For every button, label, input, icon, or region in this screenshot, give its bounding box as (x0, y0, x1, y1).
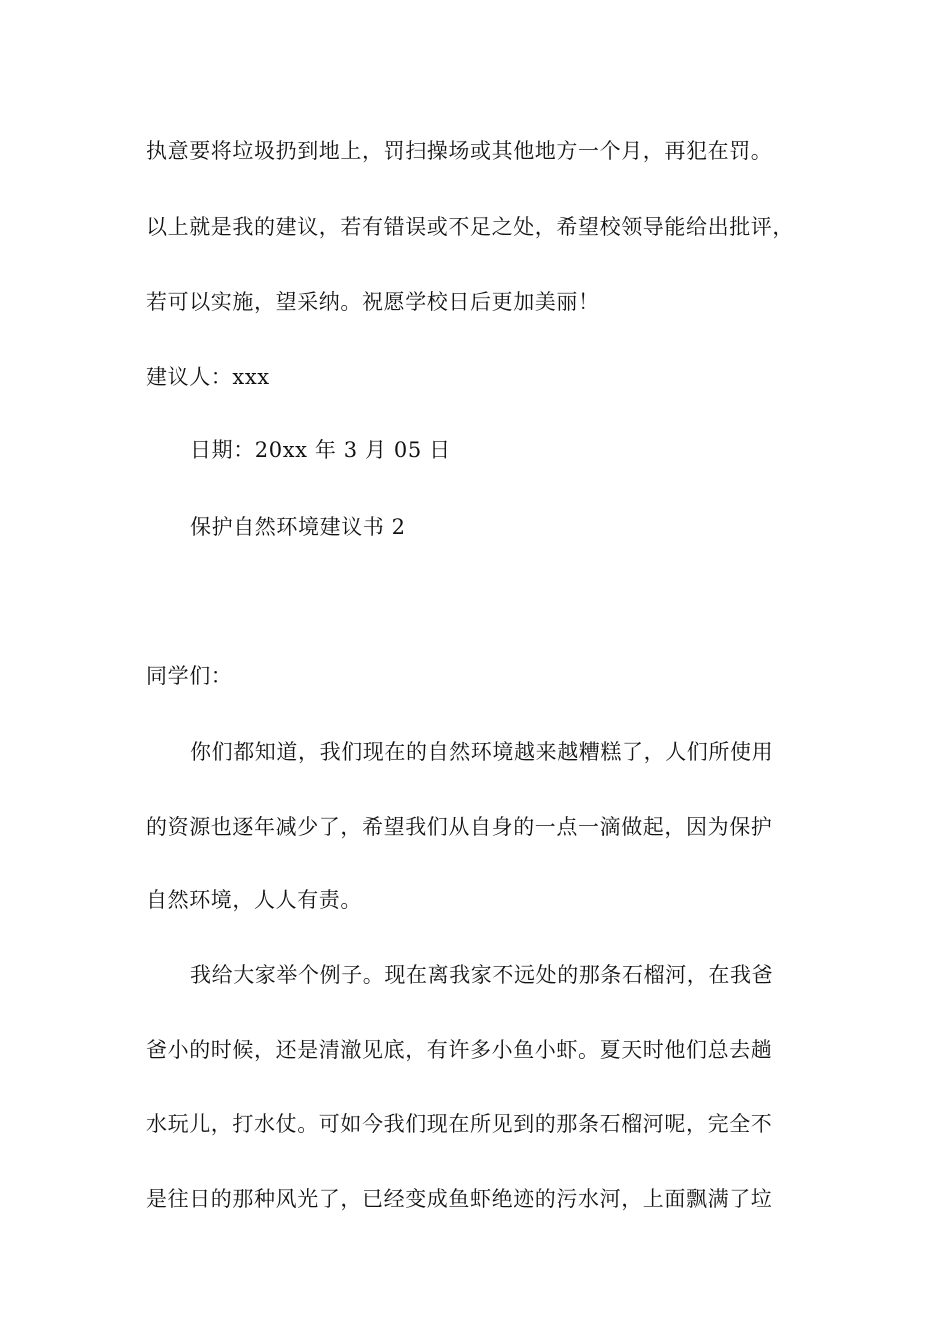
text-line: 的资源也逐年减少了，希望我们从自身的一点一滴做起，因为保护 (146, 815, 773, 839)
text-line: 我给大家举个例子。现在离我家不远处的那条石榴河，在我爸 (190, 963, 774, 987)
text-line: 是往日的那种风光了，已经变成鱼虾绝迹的污水河，上面飘满了垃 (146, 1187, 773, 1211)
text-line: 自然环境，人人有责。 (146, 888, 362, 912)
text-line: 水玩儿，打水仗。可如今我们现在所见到的那条石榴河呢，完全不 (146, 1112, 773, 1136)
section-title: 保护自然环境建议书 2 (190, 515, 406, 539)
text-line: 你们都知道，我们现在的自然环境越来越糟糕了，人们所使用 (190, 740, 774, 764)
text-line: 执意要将垃圾扔到地上，罚扫操场或其他地方一个月，再犯在罚。 (146, 139, 773, 163)
signature-line: 建议人：xxx (146, 365, 270, 389)
text-line: 若可以实施，望采纳。祝愿学校日后更加美丽！ (146, 290, 600, 314)
date-line: 日期：20xx 年 3 月 05 日 (190, 438, 451, 462)
text-line: 爸小的时候，还是清澈见底，有许多小鱼小虾。夏天时他们总去趟 (146, 1038, 773, 1062)
salutation: 同学们： (146, 664, 233, 688)
text-line: 以上就是我的建议，若有错误或不足之处，希望校领导能给出批评， (146, 215, 794, 239)
